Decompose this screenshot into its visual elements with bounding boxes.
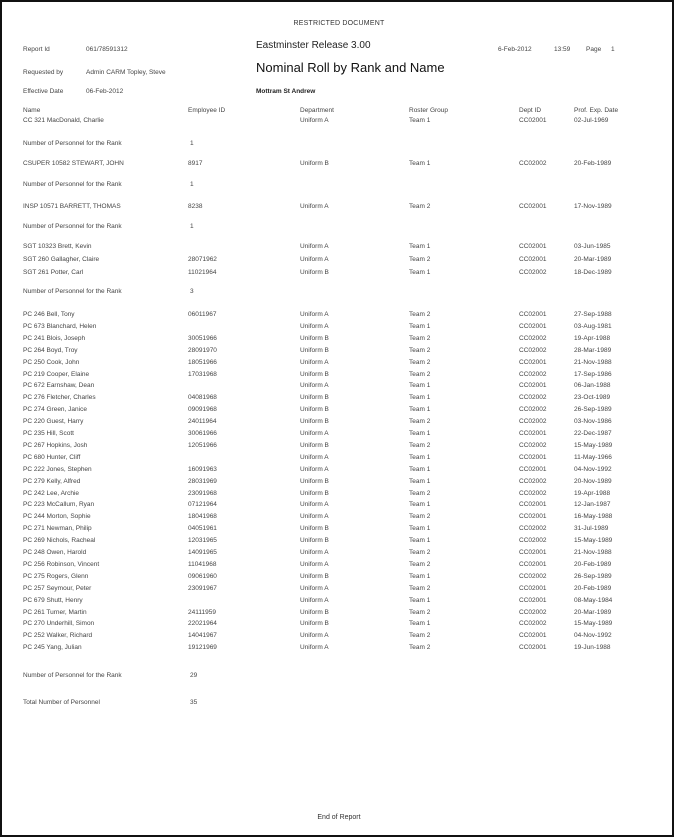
dept-id-cell: CC02001	[519, 382, 547, 389]
employee-id-cell: 04051961	[188, 525, 217, 532]
dept-id-cell: CC02002	[519, 347, 547, 354]
table-row	[2, 418, 674, 429]
dept-id-cell: CC02002	[519, 620, 547, 627]
name-cell: PC 680 Hunter, Cliff	[23, 454, 81, 461]
effective-date-label: Effective Date	[23, 88, 64, 95]
table-row	[2, 359, 674, 370]
dept-id-cell: CC02001	[519, 256, 547, 263]
table-row	[2, 256, 674, 267]
department-cell: Uniform B	[300, 537, 329, 544]
total-label: Total Number of Personnel	[23, 699, 100, 706]
dept-id-cell: CC02001	[519, 203, 547, 210]
table-row	[2, 203, 674, 214]
department-cell: Uniform A	[300, 359, 329, 366]
roster-group-cell: Team 1	[409, 160, 431, 167]
col-header-dept-id: Dept ID	[519, 107, 542, 114]
roster-group-cell: Team 2	[409, 347, 431, 354]
department-cell: Uniform A	[300, 597, 329, 604]
table-row	[2, 549, 674, 560]
department-cell: Uniform A	[300, 549, 329, 556]
table-row	[2, 382, 674, 393]
rank-count-label: Number of Personnel for the Rank	[23, 288, 122, 295]
dept-id-cell: CC02002	[519, 525, 547, 532]
employee-id-cell: 23091967	[188, 585, 217, 592]
name-cell: PC 250 Cook, John	[23, 359, 80, 366]
employee-id-cell: 28091970	[188, 347, 217, 354]
department-cell: Uniform A	[300, 256, 329, 263]
dept-id-cell: CC02002	[519, 394, 547, 401]
table-row	[2, 609, 674, 620]
col-header-employee-id: Employee ID	[188, 107, 226, 114]
employee-id-cell: 17031968	[188, 371, 217, 378]
name-cell: PC 235 Hill, Scott	[23, 430, 74, 437]
name-cell: PC 257 Seymour, Peter	[23, 585, 92, 592]
employee-id-cell: 09091968	[188, 406, 217, 413]
employee-id-cell: 28071962	[188, 256, 217, 263]
department-cell: Uniform B	[300, 335, 329, 342]
department-cell: Uniform A	[300, 243, 329, 250]
roster-group-cell: Team 2	[409, 490, 431, 497]
rank-count-value: 1	[190, 223, 194, 230]
name-cell: PC 219 Cooper, Elaine	[23, 371, 90, 378]
prof-exp-date-cell: 20-Nov-1989	[574, 478, 612, 485]
table-row	[2, 478, 674, 489]
department-cell: Uniform B	[300, 620, 329, 627]
dept-id-cell: CC02001	[519, 430, 547, 437]
prof-exp-date-cell: 21-Nov-1988	[574, 549, 612, 556]
roster-group-cell: Team 1	[409, 573, 431, 580]
roster-group-cell: Team 2	[409, 335, 431, 342]
name-cell: PC 252 Walker, Richard	[23, 632, 93, 639]
dept-id-cell: CC02001	[519, 632, 547, 639]
report-title: Nominal Roll by Rank and Name	[256, 60, 445, 75]
name-cell: PC 256 Robinson, Vincent	[23, 561, 100, 568]
name-cell: PC 269 Nichols, Racheal	[23, 537, 96, 544]
table-row	[2, 394, 674, 405]
table-row	[2, 632, 674, 643]
rank-count-value: 29	[190, 672, 198, 679]
prof-exp-date-cell: 15-May-1989	[574, 620, 613, 627]
name-cell: PC 246 Bell, Tony	[23, 311, 75, 318]
rank-count-value: 3	[190, 288, 194, 295]
prof-exp-date-cell: 12-Jan-1987	[574, 501, 611, 508]
roster-group-cell: Team 1	[409, 620, 431, 627]
table-row	[2, 501, 674, 512]
roster-group-cell: Team 1	[409, 478, 431, 485]
dept-id-cell: CC02001	[519, 323, 547, 330]
name-cell: PC 274 Green, Janice	[23, 406, 87, 413]
employee-id-cell: 04081968	[188, 394, 217, 401]
employee-id-cell: 07121964	[188, 501, 217, 508]
dept-id-cell: CC02001	[519, 466, 547, 473]
prof-exp-date-cell: 17-Nov-1989	[574, 203, 612, 210]
employee-id-cell: 30051966	[188, 335, 217, 342]
table-row	[2, 525, 674, 536]
prof-exp-date-cell: 23-Oct-1989	[574, 394, 611, 401]
total-row	[2, 699, 674, 710]
table-row	[2, 537, 674, 548]
prof-exp-date-cell: 26-Sep-1989	[574, 573, 612, 580]
rank-count-value: 1	[190, 140, 194, 147]
roster-group-cell: Team 2	[409, 418, 431, 425]
table-row	[2, 466, 674, 477]
department-cell: Uniform A	[300, 501, 329, 508]
name-cell: PC 248 Owen, Harold	[23, 549, 87, 556]
name-cell: PC 673 Blanchard, Helen	[23, 323, 97, 330]
dept-id-cell: CC02002	[519, 609, 547, 616]
run-date: 6-Feb-2012	[498, 46, 532, 53]
name-cell: PC 672 Earnshaw, Dean	[23, 382, 95, 389]
name-cell: PC 223 McCallum, Ryan	[23, 501, 95, 508]
dept-id-cell: CC02001	[519, 513, 547, 520]
rank-count-row	[2, 223, 674, 234]
prof-exp-date-cell: 04-Nov-1992	[574, 632, 612, 639]
table-row	[2, 406, 674, 417]
prof-exp-date-cell: 03-Jun-1985	[574, 243, 611, 250]
roster-group-cell: Team 2	[409, 609, 431, 616]
table-row	[2, 644, 674, 655]
prof-exp-date-cell: 03-Nov-1986	[574, 418, 612, 425]
prof-exp-date-cell: 04-Nov-1992	[574, 466, 612, 473]
col-header-name: Name	[23, 107, 41, 114]
dept-id-cell: CC02002	[519, 418, 547, 425]
roster-group-cell: Team 2	[409, 632, 431, 639]
name-cell: PC 275 Rogers, Glenn	[23, 573, 89, 580]
prof-exp-date-cell: 17-Sep-1986	[574, 371, 612, 378]
name-cell: PC 276 Fletcher, Charles	[23, 394, 96, 401]
employee-id-cell: 09061960	[188, 573, 217, 580]
dept-id-cell: CC02002	[519, 573, 547, 580]
name-cell: PC 267 Hopkins, Josh	[23, 442, 88, 449]
requested-by-label: Requested by	[23, 69, 64, 76]
prof-exp-date-cell: 06-Jan-1988	[574, 382, 611, 389]
prof-exp-date-cell: 20-Feb-1989	[574, 160, 612, 167]
prof-exp-date-cell: 26-Sep-1989	[574, 406, 612, 413]
table-row	[2, 585, 674, 596]
department-cell: Uniform A	[300, 466, 329, 473]
roster-group-cell: Team 1	[409, 454, 431, 461]
end-of-report: End of Report	[317, 814, 361, 821]
roster-group-cell: Team 2	[409, 359, 431, 366]
employee-id-cell: 18041968	[188, 513, 217, 520]
department-cell: Uniform A	[300, 644, 329, 651]
roster-group-cell: Team 1	[409, 525, 431, 532]
roster-group-cell: Team 2	[409, 585, 431, 592]
report-id-label: Report Id	[23, 46, 50, 53]
table-row	[2, 430, 674, 441]
roster-group-cell: Team 1	[409, 430, 431, 437]
dept-id-cell: CC02001	[519, 585, 547, 592]
name-cell: SGT 260 Gallagher, Claire	[23, 256, 100, 263]
total-value: 35	[190, 699, 198, 706]
employee-id-cell: 12051966	[188, 442, 217, 449]
page-number: 1	[611, 46, 615, 53]
employee-id-cell: 24111959	[188, 609, 216, 616]
department-cell: Uniform B	[300, 478, 329, 485]
roster-group-cell: Team 2	[409, 311, 431, 318]
department-cell: Uniform B	[300, 609, 329, 616]
roster-group-cell: Team 2	[409, 442, 431, 449]
table-row	[2, 573, 674, 584]
roster-group-cell: Team 1	[409, 394, 431, 401]
prof-exp-date-cell: 21-Nov-1988	[574, 359, 612, 366]
prof-exp-date-cell: 11-May-1966	[574, 454, 612, 461]
dept-id-cell: CC02002	[519, 478, 547, 485]
roster-group-cell: Team 2	[409, 513, 431, 520]
roster-group-cell: Team 1	[409, 382, 431, 389]
dept-id-cell: CC02001	[519, 549, 547, 556]
employee-id-cell: 8917	[188, 160, 203, 167]
effective-date-value: 06-Feb-2012	[86, 88, 124, 95]
roster-group-cell: Team 1	[409, 269, 431, 276]
roster-group-cell: Team 1	[409, 597, 431, 604]
department-cell: Uniform B	[300, 490, 329, 497]
requested-by-value: Admin CARM Topley, Steve	[86, 69, 166, 76]
rank-count-row	[2, 672, 674, 683]
dept-id-cell: CC02001	[519, 501, 547, 508]
run-time: 13:59	[554, 46, 571, 53]
name-cell: INSP 10571 BARRETT, THOMAS	[23, 203, 121, 210]
roster-group-cell: Team 2	[409, 549, 431, 556]
station-name: Mottram St Andrew	[256, 88, 316, 95]
name-cell: PC 271 Newman, Philip	[23, 525, 92, 532]
employee-id-cell: 24011964	[188, 418, 217, 425]
employee-id-cell: 28031969	[188, 478, 217, 485]
name-cell: PC 222 Jones, Stephen	[23, 466, 92, 473]
department-cell: Uniform B	[300, 160, 329, 167]
department-cell: Uniform A	[300, 323, 329, 330]
table-row	[2, 323, 674, 334]
table-row	[2, 597, 674, 608]
prof-exp-date-cell: 31-Jul-1989	[574, 525, 609, 532]
roster-group-cell: Team 1	[409, 243, 431, 250]
dept-id-cell: CC02001	[519, 359, 547, 366]
dept-id-cell: CC02001	[519, 117, 547, 124]
prof-exp-date-cell: 08-May-1984	[574, 597, 613, 604]
employee-id-cell: 14091965	[188, 549, 217, 556]
name-cell: PC 241 Blois, Joseph	[23, 335, 86, 342]
table-row	[2, 620, 674, 631]
dept-id-cell: CC02002	[519, 160, 547, 167]
prof-exp-date-cell: 19-Jun-1988	[574, 644, 611, 651]
prof-exp-date-cell: 19-Apr-1988	[574, 490, 611, 497]
dept-id-cell: CC02001	[519, 644, 547, 651]
table-row	[2, 269, 674, 280]
dept-id-cell: CC02002	[519, 269, 547, 276]
name-cell: PC 242 Lee, Archie	[23, 490, 80, 497]
employee-id-cell: 11021964	[188, 269, 217, 276]
prof-exp-date-cell: 16-May-1988	[574, 513, 613, 520]
table-row	[2, 311, 674, 322]
dept-id-cell: CC02002	[519, 406, 547, 413]
roster-group-cell: Team 1	[409, 537, 431, 544]
name-cell: CSUPER 10582 STEWART, JOHN	[23, 160, 124, 167]
dept-id-cell: CC02001	[519, 454, 547, 461]
employee-id-cell: 30061966	[188, 430, 217, 437]
name-cell: PC 244 Morton, Sophie	[23, 513, 91, 520]
dept-id-cell: CC02001	[519, 243, 547, 250]
release-heading: Eastminster Release 3.00	[256, 40, 371, 51]
roster-group-cell: Team 1	[409, 501, 431, 508]
name-cell: PC 279 Kelly, Alfred	[23, 478, 81, 485]
dept-id-cell: CC02001	[519, 311, 547, 318]
table-row	[2, 117, 674, 128]
prof-exp-date-cell: 22-Dec-1987	[574, 430, 612, 437]
roster-group-cell: Team 2	[409, 256, 431, 263]
table-row	[2, 513, 674, 524]
name-cell: SGT 261 Potter, Carl	[23, 269, 84, 276]
page-label: Page	[586, 46, 602, 53]
name-cell: PC 220 Guest, Harry	[23, 418, 84, 425]
table-row	[2, 561, 674, 572]
roster-group-cell: Team 1	[409, 117, 431, 124]
dept-id-cell: CC02001	[519, 561, 547, 568]
name-cell: PC 261 Turner, Martin	[23, 609, 87, 616]
rank-count-label: Number of Personnel for the Rank	[23, 223, 122, 230]
prof-exp-date-cell: 20-Feb-1989	[574, 585, 612, 592]
table-row	[2, 371, 674, 382]
table-row	[2, 454, 674, 465]
employee-id-cell: 06011967	[188, 311, 217, 318]
roster-group-cell: Team 1	[409, 466, 431, 473]
dept-id-cell: CC02002	[519, 371, 547, 378]
prof-exp-date-cell: 20-Feb-1989	[574, 561, 612, 568]
department-cell: Uniform A	[300, 632, 329, 639]
table-row	[2, 160, 674, 171]
department-cell: Uniform A	[300, 513, 329, 520]
employee-id-cell: 23091968	[188, 490, 217, 497]
department-cell: Uniform A	[300, 117, 329, 124]
col-header-department: Department	[300, 107, 334, 114]
name-cell: PC 270 Underhill, Simon	[23, 620, 95, 627]
department-cell: Uniform A	[300, 585, 329, 592]
department-cell: Uniform B	[300, 442, 329, 449]
department-cell: Uniform B	[300, 418, 329, 425]
rank-count-row	[2, 288, 674, 299]
dept-id-cell: CC02002	[519, 335, 547, 342]
prof-exp-date-cell: 03-Aug-1981	[574, 323, 612, 330]
name-cell: SGT 10323 Brett, Kevin	[23, 243, 92, 250]
dept-id-cell: CC02002	[519, 537, 547, 544]
prof-exp-date-cell: 28-Mar-1989	[574, 347, 612, 354]
employee-id-cell: 8238	[188, 203, 203, 210]
col-header-roster-group: Roster Group	[409, 107, 449, 114]
department-cell: Uniform A	[300, 454, 329, 461]
col-header-prof-exp-date: Prof. Exp. Date	[574, 107, 619, 114]
roster-group-cell: Team 2	[409, 561, 431, 568]
employee-id-cell: 12031965	[188, 537, 217, 544]
roster-group-cell: Team 2	[409, 203, 431, 210]
table-row	[2, 442, 674, 453]
classification-banner: RESTRICTED DOCUMENT	[293, 20, 385, 27]
department-cell: Uniform A	[300, 382, 329, 389]
department-cell: Uniform B	[300, 394, 329, 401]
department-cell: Uniform A	[300, 311, 329, 318]
department-cell: Uniform B	[300, 269, 329, 276]
dept-id-cell: CC02002	[519, 490, 547, 497]
table-row	[2, 490, 674, 501]
table-row	[2, 243, 674, 254]
prof-exp-date-cell: 20-Mar-1989	[574, 256, 612, 263]
dept-id-cell: CC02002	[519, 442, 547, 449]
rank-count-row	[2, 181, 674, 192]
roster-group-cell: Team 1	[409, 323, 431, 330]
prof-exp-date-cell: 20-Mar-1989	[574, 609, 612, 616]
rank-count-label: Number of Personnel for the Rank	[23, 181, 122, 188]
prof-exp-date-cell: 27-Sep-1988	[574, 311, 612, 318]
employee-id-cell: 19121969	[188, 644, 217, 651]
rank-count-row	[2, 140, 674, 151]
roster-group-cell: Team 2	[409, 371, 431, 378]
rank-count-value: 1	[190, 181, 194, 188]
department-cell: Uniform B	[300, 573, 329, 580]
employee-id-cell: 11041968	[188, 561, 217, 568]
name-cell: CC 321 MacDonald, Charlie	[23, 117, 104, 124]
table-row	[2, 335, 674, 346]
prof-exp-date-cell: 18-Dec-1989	[574, 269, 612, 276]
employee-id-cell: 18051966	[188, 359, 217, 366]
prof-exp-date-cell: 15-May-1989	[574, 537, 613, 544]
department-cell: Uniform B	[300, 406, 329, 413]
rank-count-label: Number of Personnel for the Rank	[23, 672, 122, 679]
table-row	[2, 347, 674, 358]
name-cell: PC 264 Boyd, Troy	[23, 347, 78, 354]
dept-id-cell: CC02001	[519, 597, 547, 604]
employee-id-cell: 22021964	[188, 620, 217, 627]
prof-exp-date-cell: 19-Apr-1988	[574, 335, 611, 342]
department-cell: Uniform A	[300, 430, 329, 437]
department-cell: Uniform B	[300, 347, 329, 354]
department-cell: Uniform B	[300, 525, 329, 532]
department-cell: Uniform A	[300, 561, 329, 568]
prof-exp-date-cell: 15-May-1989	[574, 442, 613, 449]
roster-group-cell: Team 2	[409, 644, 431, 651]
name-cell: PC 245 Yang, Julian	[23, 644, 82, 651]
rank-count-label: Number of Personnel for the Rank	[23, 140, 122, 147]
employee-id-cell: 16091963	[188, 466, 217, 473]
name-cell: PC 679 Shutt, Henry	[23, 597, 83, 604]
department-cell: Uniform A	[300, 203, 329, 210]
prof-exp-date-cell: 02-Jul-1969	[574, 117, 609, 124]
department-cell: Uniform B	[300, 371, 329, 378]
roster-group-cell: Team 1	[409, 406, 431, 413]
employee-id-cell: 14041967	[188, 632, 217, 639]
report-id-value: 061/78591312	[86, 46, 128, 53]
